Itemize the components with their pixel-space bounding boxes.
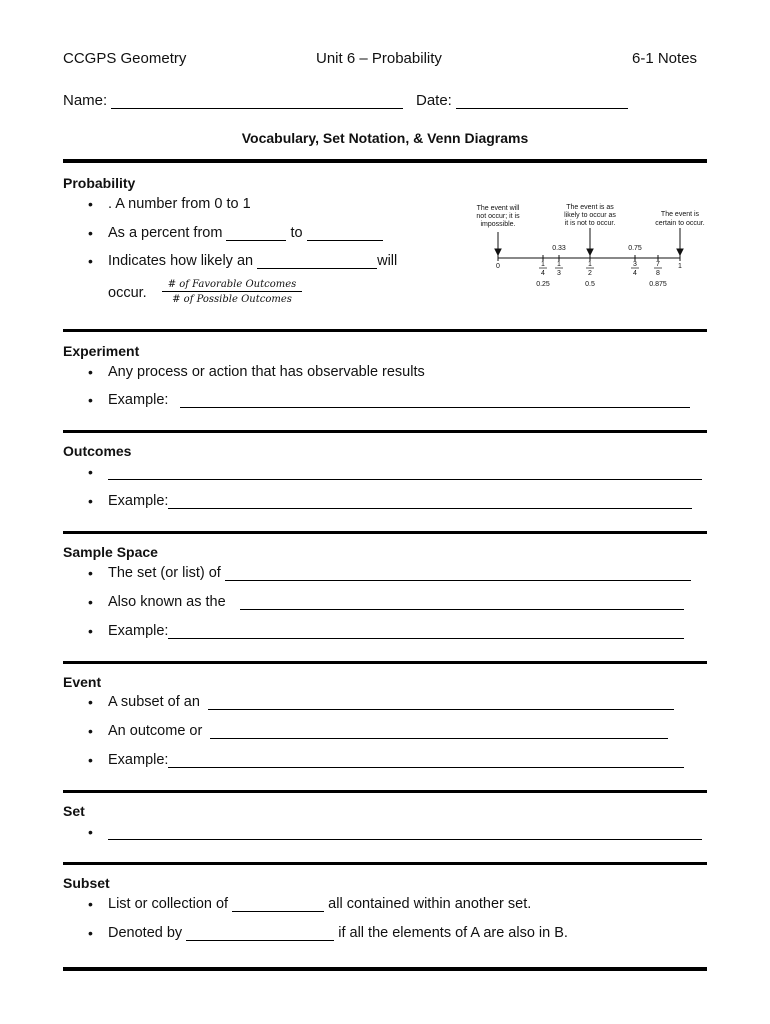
arrow-head (587, 249, 593, 255)
page-title: Vocabulary, Set Notation, & Venn Diagrams (241, 130, 529, 146)
frac-1-4-den: 4 (541, 270, 545, 277)
occur-text: occur. (108, 285, 147, 301)
date-label: Date: (416, 92, 452, 109)
frac-1-2-den: 2 (588, 270, 592, 277)
frac-1-4-num: 1 (541, 261, 545, 268)
section-heading-probability: Probability (63, 175, 136, 191)
bullet: • (88, 392, 93, 408)
bullet: • (88, 464, 93, 480)
value-0-5: 0.5 (585, 281, 595, 288)
bullet: • (88, 694, 93, 710)
bullet: • (88, 623, 93, 639)
sample-space-text-2: Also known as the (108, 594, 226, 610)
section-heading-subset: Subset (63, 875, 110, 891)
likely-text-a: Indicates how likely an (108, 253, 254, 269)
impossible-label-2: not occur; it is (476, 213, 520, 220)
sample-space-bullet-3 (108, 623, 684, 639)
divider (63, 862, 707, 865)
likely-label-3: it is not to occur. (564, 220, 616, 227)
course-title: CCGPS Geometry (63, 50, 187, 67)
event-blank-1[interactable] (208, 695, 674, 710)
bullet: • (88, 723, 93, 739)
likely-label-1: The event is as (566, 204, 614, 211)
bullet: • (88, 594, 93, 610)
name-blank[interactable] (111, 94, 403, 109)
divider (63, 661, 707, 664)
example-label: Example: (108, 392, 169, 408)
bullet: • (88, 752, 93, 768)
frac-1-3-num: 1 (557, 261, 561, 268)
set-blank[interactable] (108, 825, 702, 840)
name-line[interactable] (63, 92, 403, 109)
sample-space-text-1: The set (or list) of (108, 565, 221, 581)
notes-number: 6-1 Notes (632, 50, 698, 67)
value-0-25: 0.25 (536, 281, 550, 288)
frac-1-2-num: 1 (588, 261, 592, 268)
value-0-75: 0.75 (628, 245, 642, 252)
outcomes-bullet-1 (108, 464, 702, 480)
date-line[interactable] (416, 92, 628, 109)
subset-bullet-2 (108, 925, 568, 941)
likely-blank[interactable] (257, 254, 377, 269)
sample-space-blank-2[interactable] (240, 595, 684, 610)
frac-7-8-num: 7 (656, 261, 660, 268)
section-heading-sample-space: Sample Space (63, 544, 158, 560)
bullet: • (88, 565, 93, 581)
bullet: • (88, 225, 93, 241)
section-heading-outcomes: Outcomes (63, 443, 132, 459)
frac-3-4-num: 3 (633, 261, 637, 268)
probability-fraction (162, 279, 302, 305)
certain-label-1: The event is (660, 211, 700, 218)
divider (63, 329, 707, 332)
fraction-denominator: # of Possible Outcomes (172, 294, 292, 305)
bullet: • (88, 824, 93, 840)
name-label: Name: (63, 92, 108, 109)
divider (63, 967, 707, 971)
date-blank[interactable] (456, 94, 628, 109)
section-heading-event: Event (63, 674, 102, 690)
example-label: Example: (108, 623, 169, 639)
sample-space-blank-1[interactable] (225, 566, 691, 581)
bullet: • (88, 896, 93, 912)
subset-text-2b: if all the elements of A are also in B. (338, 925, 568, 941)
probability-bullet-2 (108, 225, 383, 241)
event-text-1: A subset of an (108, 694, 200, 710)
bullet: • (88, 253, 93, 269)
example-label: Example: (108, 752, 169, 768)
section-heading-set: Set (63, 803, 85, 819)
sample-space-bullet-2 (108, 594, 684, 610)
event-blank-2[interactable] (210, 724, 668, 739)
outcomes-blank[interactable] (108, 465, 702, 480)
percent-to-blank[interactable] (307, 226, 383, 241)
arrow-head (677, 249, 683, 255)
outcomes-bullet-2 (108, 493, 692, 509)
outcomes-example-blank[interactable] (168, 494, 692, 509)
bullet: • (88, 493, 93, 509)
impossible-label-1: The event will (476, 205, 520, 212)
subset-text-1b: all contained within another set. (328, 896, 532, 912)
bullet: • (88, 196, 93, 212)
fraction-numerator: # of Favorable Outcomes (162, 279, 302, 292)
end-1: 1 (678, 263, 682, 270)
subset-blank-1[interactable] (232, 897, 324, 912)
probability-bullet-1: . A number from 0 to 1 (108, 196, 251, 212)
probability-number-line (468, 198, 718, 290)
frac-1-3-den: 3 (557, 270, 561, 277)
percent-text-b: to (290, 225, 303, 241)
event-bullet-2 (108, 723, 668, 739)
arrow-head (495, 249, 501, 255)
sample-space-example-blank[interactable] (168, 624, 684, 639)
event-bullet-1 (108, 694, 674, 710)
event-bullet-3 (108, 752, 684, 768)
subset-text-1a: List or collection of (108, 896, 229, 912)
value-0-875: 0.875 (649, 281, 667, 288)
impossible-label-3: impossible. (480, 221, 516, 228)
bullet: • (88, 925, 93, 941)
example-label: Example: (108, 493, 169, 509)
frac-7-8-den: 8 (656, 270, 660, 277)
probability-bullet-3 (108, 253, 397, 269)
subset-text-2a: Denoted by (108, 925, 183, 941)
divider (63, 159, 707, 163)
unit-title: Unit 6 – Probability (316, 50, 442, 67)
likely-label-2: likely to occur as (564, 212, 616, 219)
event-example-blank[interactable] (168, 753, 684, 768)
set-bullet-1 (108, 824, 702, 840)
end-0: 0 (496, 263, 500, 270)
divider (63, 790, 707, 793)
event-text-2: An outcome or (108, 723, 203, 739)
likely-text-b: will (377, 253, 398, 269)
divider (63, 531, 707, 534)
subset-bullet-1 (108, 896, 531, 912)
subset-blank-2[interactable] (186, 926, 334, 941)
divider (63, 430, 707, 433)
percent-text-a: As a percent from (108, 225, 223, 241)
frac-3-4-den: 4 (633, 270, 637, 277)
value-0-33: 0.33 (552, 245, 566, 252)
sample-space-bullet-1 (108, 565, 691, 581)
experiment-example-blank[interactable] (180, 393, 690, 408)
section-heading-experiment: Experiment (63, 343, 140, 359)
percent-from-blank[interactable] (226, 226, 286, 241)
experiment-bullet-2 (108, 392, 690, 408)
experiment-bullet-1: Any process or action that has observable results (108, 364, 425, 380)
bullet: • (88, 364, 93, 380)
certain-label-2: certain to occur. (655, 220, 705, 227)
